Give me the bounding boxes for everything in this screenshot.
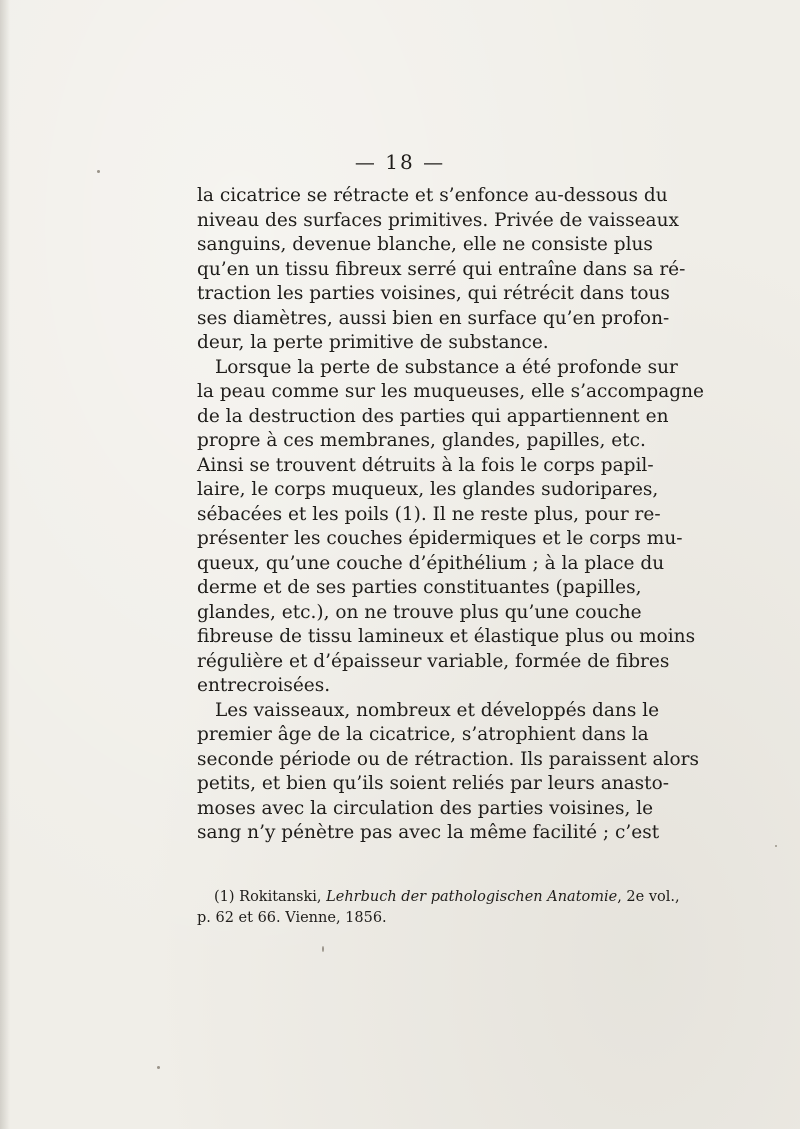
body-text: [197, 184, 704, 846]
footnote-marker: (1) Rokitanski,: [214, 889, 327, 905]
body-line: niveau des surfaces primitives. Privée de vaisseaux: [197, 209, 679, 231]
page-number: — 18 —: [354, 150, 446, 174]
body-line: moses avec la circulation des parties voisines, le: [197, 797, 654, 819]
body-line: fibreuse de tissu lamineux et élastique plus ou moins: [197, 626, 696, 647]
body-line: la cicatrice se rétracte et s’enfonce au-dessous du: [197, 185, 668, 206]
footnote-book-title: Lehrbuch der pathologischen Anatomie: [326, 889, 618, 905]
footnote-volume: , 2e vol.,: [617, 889, 680, 905]
paper-speck: [775, 845, 777, 847]
body-line: premier âge de la cicatrice, s’atrophient dans la: [197, 724, 649, 745]
body-line: entrecroisées.: [197, 675, 331, 696]
footnote: [197, 887, 680, 929]
body-line: sang n’y pénètre pas avec la même facilité ; c’est: [197, 822, 660, 843]
body-line: propre à ces membranes, glandes, papilles, etc.: [197, 430, 646, 451]
paper-speck: [97, 170, 100, 173]
body-line: Lorsque la perte de substance a été profonde sur: [215, 356, 678, 378]
body-line: traction les parties voisines, qui rétrécit dans tous: [197, 283, 670, 304]
body-line: de la destruction des parties qui appartiennent en: [197, 405, 669, 427]
body-line: laire, le corps muqueux, les glandes sudoripares,: [197, 479, 659, 500]
footnote-line-1: [197, 887, 680, 908]
body-line: qu’en un tissu fibreux serré qui entraîne dans sa ré-: [197, 258, 686, 280]
body-line: ses diamètres, aussi bien en surface qu’en profon-: [197, 307, 670, 329]
body-line: sanguins, devenue blanche, elle ne consiste plus: [197, 234, 653, 255]
body-line: queux, qu’une couche d’épithélium ; à la place du: [197, 552, 665, 574]
body-line: petits, et bien qu’ils soient reliés par leurs anasto-: [197, 773, 670, 794]
body-line: la peau comme sur les muqueuses, elle s’accompagne: [197, 381, 704, 402]
body-line: Ainsi se trouvent détruits à la fois le corps papil-: [197, 454, 654, 476]
body-line: Les vaisseaux, nombreux et développés dans le: [215, 699, 660, 721]
body-line: glandes, etc.), on ne trouve plus qu’une couche: [197, 601, 642, 623]
body-line: sébacées et les poils (1). Il ne reste plus, pour re-: [197, 503, 661, 525]
paper-speck: [322, 946, 324, 952]
body-line: deur, la perte primitive de substance.: [197, 332, 549, 353]
body-line: présenter les couches épidermiques et le corps mu-: [197, 528, 683, 549]
paper-speck: [157, 1066, 160, 1069]
body-line: régulière et d’épaisseur variable, formée de fibres: [197, 650, 670, 672]
body-line: seconde période ou de rétraction. Ils paraissent alors: [197, 748, 699, 770]
footnote-line-2: p. 62 et 66. Vienne, 1856.: [197, 910, 387, 926]
body-line: derme et de ses parties constituantes (papilles,: [197, 577, 642, 598]
